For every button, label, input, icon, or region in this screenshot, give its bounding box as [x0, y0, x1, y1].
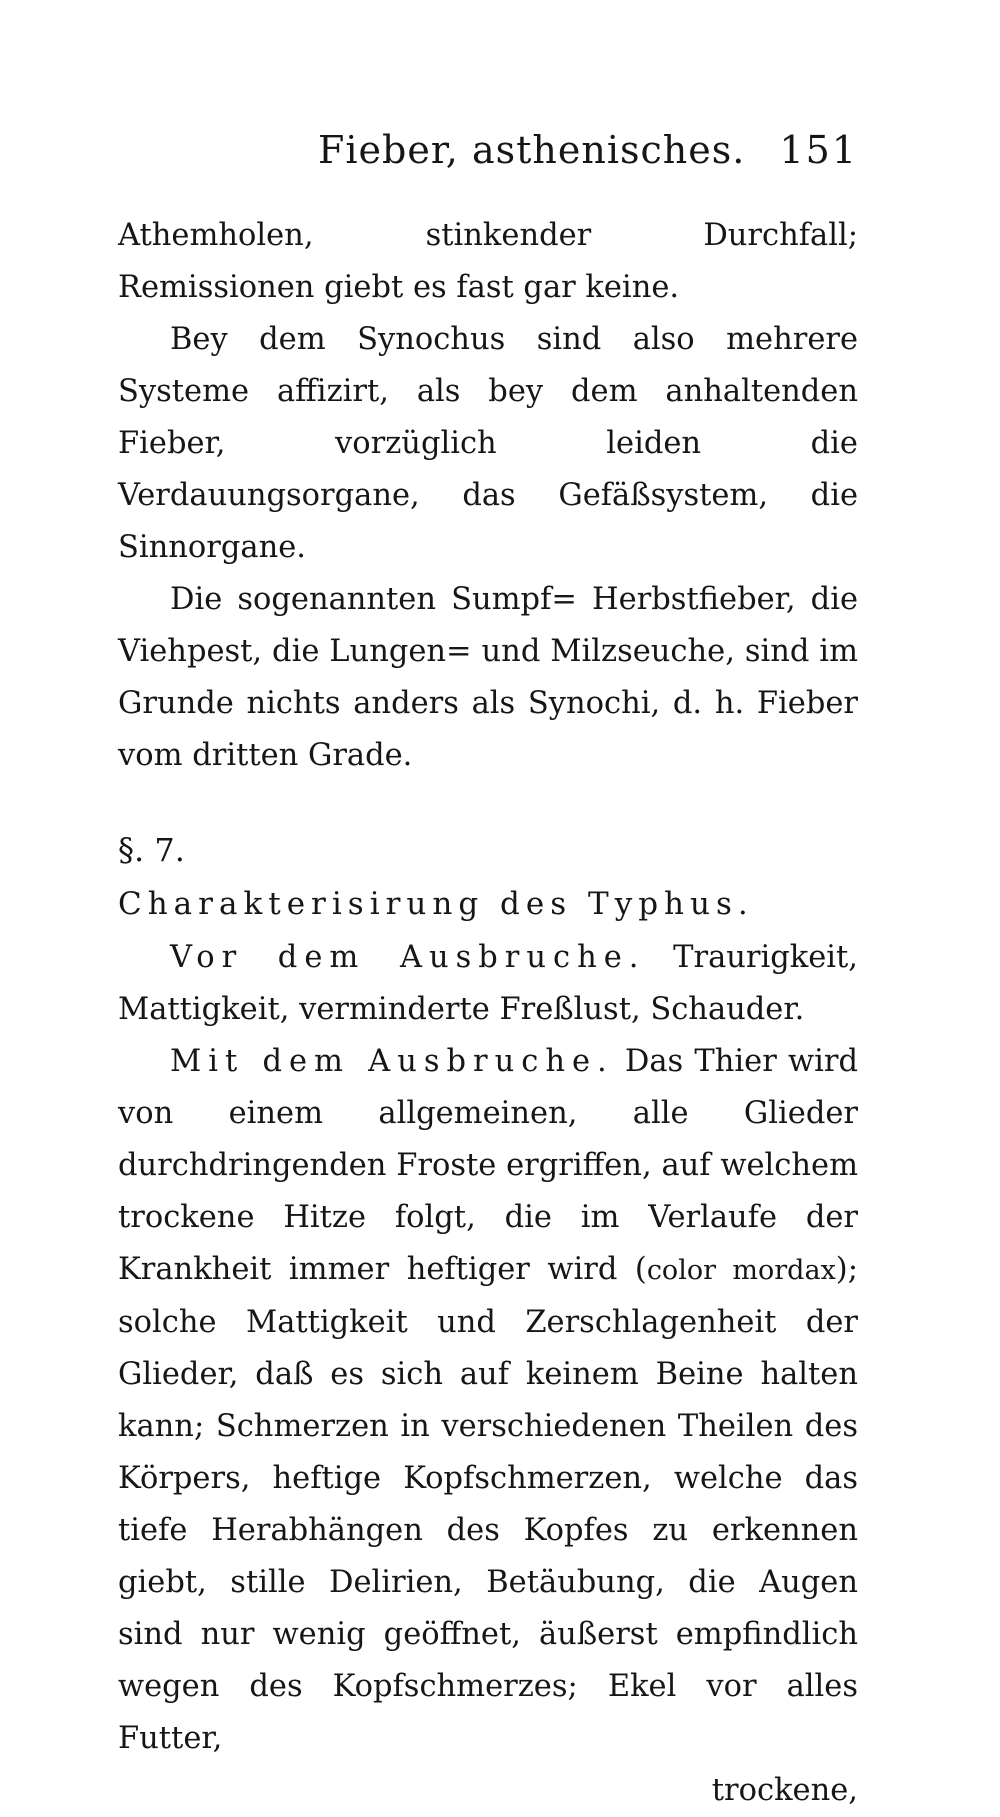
latin-term: color mordax: [646, 1255, 836, 1286]
paragraph-with-text-1: Das Thier wird von einem allgemeinen, alle Glieder durchdringenden Froste ergriffen, auf welchem trockene Hitze folgt, die im Verlaufe der Krankheit immer heftiger wird (: [118, 1044, 858, 1287]
catchword: trockene,: [711, 1773, 858, 1808]
paragraph-with-text-2: ); solche Mattigkeit und Zerschlagenheit der Glieder, daß es sich auf keinem Beine halten kann; Schmerzen in verschiedenen Theilen des Körpers, heftige Kopfschmerzen, welche das tiefe Herabhängen des Kopfes zu erkennen giebt, stille Delirien, Betäubung, die Augen sind nur wenig geöffnet, äußerst empfindlich wegen des Kopfschmerzes; Ekel vor alles Futter,: [118, 1252, 858, 1756]
running-header: [118, 128, 858, 188]
page-body: [118, 210, 858, 1817]
paragraph-before-text: Traurigkeit, Mattigkeit, verminderte Freßlust, Schauder.: [118, 940, 859, 1027]
paragraph-sumpffieber: Die sogenannten Sumpf= Herbstfieber, die Viehpest, die Lungen= und Milzseuche, sind im Grunde nichts anders als Synochi, d. h. Fieber vom dritten Grade.: [118, 582, 858, 773]
lead-phrase-before: Vor dem Ausbruche.: [170, 940, 646, 975]
paragraph-continuation: Athemholen, stinkender Durchfall; Remissionen giebt es fast gar keine.: [118, 218, 858, 305]
lead-phrase-with: Mit dem Ausbruche.: [170, 1044, 614, 1079]
page-number: 151: [779, 128, 858, 172]
section-heading: Charakterisirung des Typhus.: [118, 886, 754, 922]
running-title: Fieber, asthenisches.: [318, 128, 746, 172]
paragraph-with-outbreak: [118, 1036, 858, 1765]
paragraph-before-outbreak: [118, 932, 858, 1036]
section-number: §. 7.: [118, 831, 185, 869]
paragraph-synochus: Bey dem Synochus sind also mehrere Systeme affizirt, als bey dem anhaltenden Fieber, vorzüglich leiden die Verdauungsorgane, das Gefäßsystem, die Sinnorgane.: [118, 322, 858, 565]
